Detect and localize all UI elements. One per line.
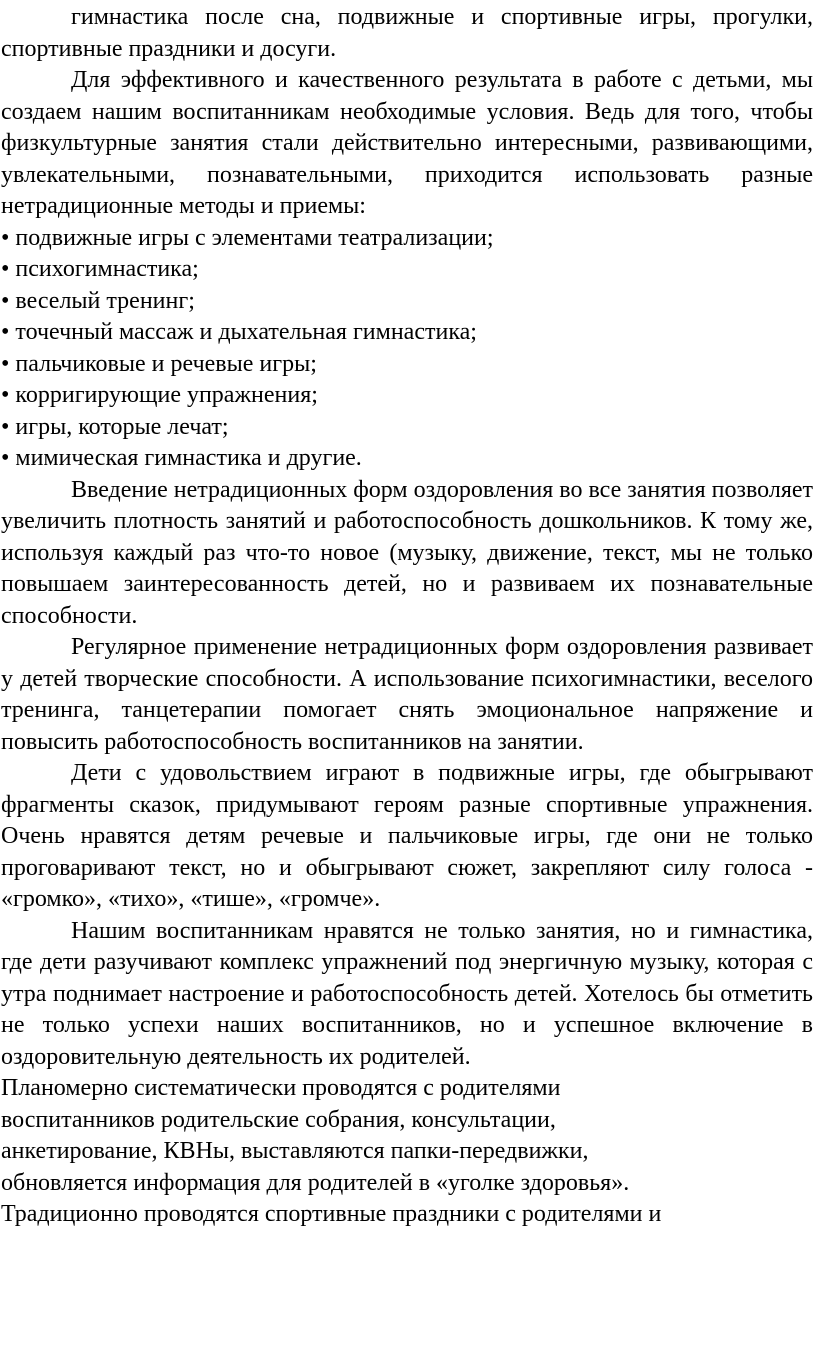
list-item: • подвижные игры с элементами театрализации; [1, 224, 494, 251]
text-line: воспитанников родительские собрания, консультации, [1, 1106, 556, 1133]
methods-list [1, 223, 813, 475]
list-item: • пальчиковые и речевые игры; [1, 350, 317, 377]
text-line: Планомерно систематически проводятся с родителями [1, 1075, 561, 1101]
paragraph-children: Дети с удовольствием играют в подвижные игры, где обыгрывают фрагменты сказок, придумывают героям разные спортивные упражнения. Очень нравятся детям речевые и пальчиковые игры, где они не только проговаривают текст, но и обыгрывают сюжет, закрепляют силу голоса - «громко», «тихо», «тише», «громче». [1, 760, 813, 912]
paragraph-methods: Для эффективного и качественного результата в работе с детьми, мы создаем нашим воспитанникам необходимые условия. Ведь для того, чтобы физкультурные занятия стали действительно интересными, развивающими, увлекательными, познавательными, приходится использовать разные нетрадиционные методы и приемы: [1, 67, 813, 219]
paragraph-intro-tail: гимнастика после сна, подвижные и спортивные игры, прогулки, спортивные праздники и досуги. [1, 4, 813, 62]
paragraph-introduction: Введение нетрадиционных форм оздоровления во все занятия позволяет увеличить плотность занятий и работоспособность дошкольников. К тому же, используя каждый раз что-то новое (музыку, движение, текст, мы не только повышаем заинтересованность детей, но и развиваем их познавательные способности. [1, 476, 813, 629]
paragraph-pupils: Нашим воспитанникам нравятся не только занятия, но и гимнастика, где дети разучивают комплекс упражнений под энергичную музыку, которая с утра поднимает настроение и работоспособность детей. Хотелось бы отметить не только успехи наших воспитанников, но и успешное включение в оздоровительную деятельность их родителей. [1, 917, 813, 1070]
list-item: • психогимнастика; [1, 256, 199, 282]
list-item: • мимическая гимнастика и другие. [1, 445, 362, 471]
list-item: • веселый тренинг; [1, 287, 195, 314]
text-line: анкетирование, КВНы, выставляются папки-передвижки, [1, 1138, 589, 1164]
list-item: • игры, которые лечат; [1, 413, 229, 440]
list-item: • корригирующие упражнения; [1, 382, 318, 408]
paragraph-parents [1, 1073, 681, 1231]
paragraph-regular: Регулярное применение нетрадиционных форм оздоровления развивает у детей творческие способности. А использование психогимнастики, веселого тренинга, танцетерапии помогает снять эмоциональное напряжение и повысить работоспособность воспитанников на занятии. [1, 634, 813, 755]
document-body [1, 2, 813, 1231]
list-item: • точечный массаж и дыхательная гимнастика; [1, 319, 477, 345]
text-line: обновляется информация для родителей в «уголке здоровья». [1, 1169, 630, 1196]
text-line: Традиционно проводятся спортивные праздники с родителями и [1, 1201, 662, 1227]
